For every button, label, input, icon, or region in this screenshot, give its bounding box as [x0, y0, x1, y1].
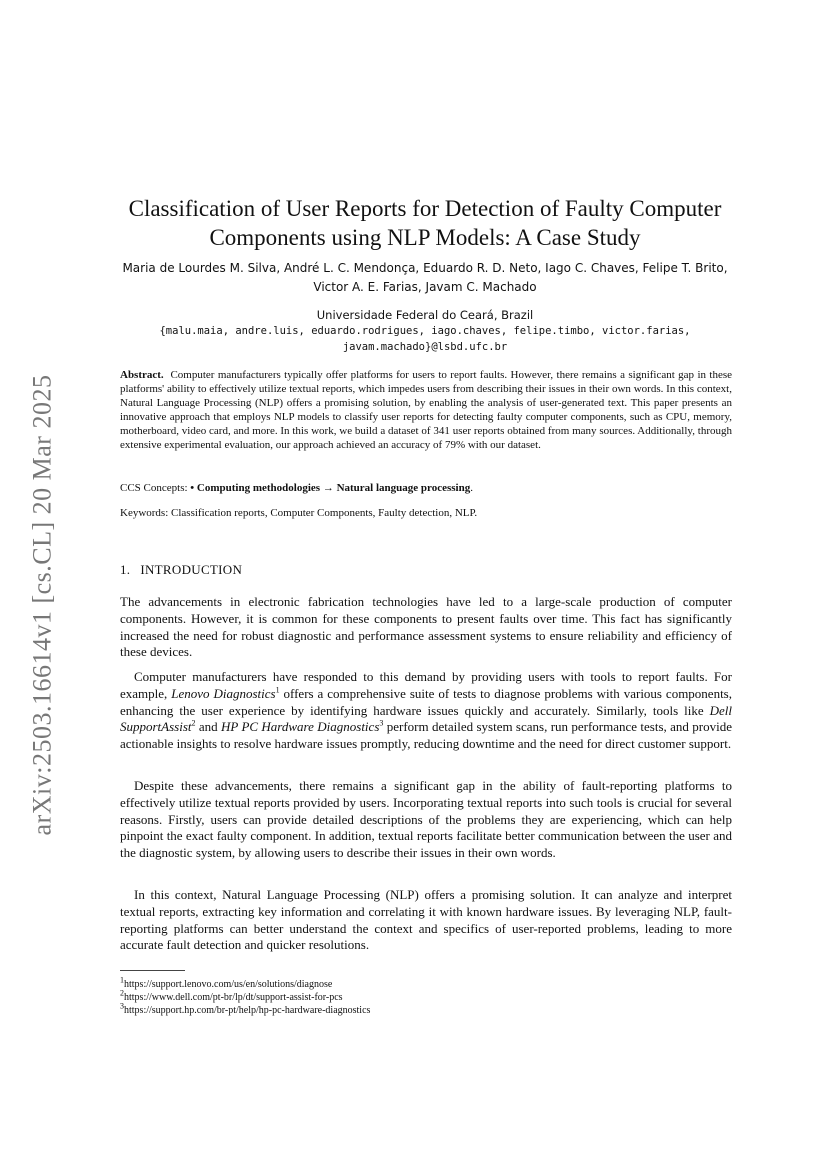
keywords-label: Keywords:	[120, 507, 169, 519]
ccs-concepts	[120, 481, 732, 495]
footnote-1[interactable]	[120, 975, 333, 991]
paper-title: Classification of User Reports for Detection of Faulty Computer Components using NLP Models: A Case Study	[128, 196, 722, 250]
ccs-subcategory: Natural language processing	[336, 482, 471, 494]
intro-paragraph-4: In this context, Natural Language Processing (NLP) offers a promising solution. It can analyze and interpret textual reports, extracting key information and correlating it with known hardware issues. By leveraging NLP, fault-reporting platforms can better understand the context and specifics of user-reported problems, leading to more accurate fault detection and quicker resolutions.	[120, 887, 732, 953]
footnote-3-mark: 3	[120, 1001, 124, 1011]
abstract	[120, 368, 732, 452]
keywords-text: Classification reports, Computer Components, Faulty detection, NLP.	[171, 507, 478, 519]
p2-text-b: offers a comprehensive suite of tests to diagnose problems with various components, enhancing the user experience by identifying hardware issues quickly and accurately. Similarly, tools like	[120, 685, 732, 718]
footnote-ref-2: 2	[191, 719, 196, 729]
lenovo-diagnostics-mention: Lenovo Diagnostics	[171, 685, 276, 701]
p2-text-d: perform detailed system scans, run performance tests, and provide actionable insights to resolve hardware issues promptly, reducing downtime and the need for direct customer support.	[120, 719, 732, 752]
hp-diagnostics-mention: HP PC Hardware Diagnostics	[221, 719, 380, 735]
footnote-ref-3: 3	[379, 719, 384, 729]
footnote-2-link[interactable]: https://www.dell.com/pt-br/lp/dt/support-assist-for-pcs	[124, 992, 343, 1003]
ccs-bullet: •	[190, 482, 195, 494]
footnote-1-mark: 1	[120, 975, 124, 985]
footnote-3[interactable]	[120, 1001, 371, 1017]
footnote-2-mark: 2	[120, 988, 124, 998]
affiliation-block	[130, 307, 720, 355]
p2-text-a: Computer manufacturers have responded to this demand by providing users with tools to report faults. For example,	[120, 669, 732, 701]
abstract-label: Abstract.	[120, 369, 164, 381]
keywords	[120, 506, 732, 520]
intro-paragraph-2	[120, 669, 732, 753]
footnote-ref-1: 1	[275, 685, 280, 695]
abstract-text: Computer manufacturers typically offer platforms for users to report faults. However, there remains a significant gap in these platforms' ability to effectively utilize textual reports, which impedes users from describing their issues in their own words. In this context, Natural Language Processing (NLP) offers a promising solution, by enabling the analysis of user-generated text. This paper presents an innovative approach that employs NLP models to classify user reports for detecting faulty computer components, such as CPU, memory, motherboard, video card, and more. In this work, we build a dataset of 341 user reports obtained from many sources. Additionally, through extensive experimental evaluation, our approach achieved an accuracy of 79% with our dataset.	[120, 369, 732, 451]
arxiv-identifier-text: arXiv:2503.16614v1 [cs.CL] 20 Mar 2025	[27, 374, 56, 836]
author-emails: {malu.maia, andre.luis, eduardo.rodrigues, iago.chaves, felipe.timbo, victor.farias, javam.machado}@lsbd.ufc.br	[159, 325, 691, 353]
section-title: INTRODUCTION	[140, 562, 243, 577]
footnote-2[interactable]	[120, 988, 343, 1004]
ccs-arrow: →	[322, 482, 334, 494]
footnote-divider	[120, 970, 185, 971]
arxiv-identifier-stamp	[14, 360, 70, 850]
ccs-category: Computing methodologies	[196, 482, 321, 494]
footnote-3-link[interactable]: https://support.hp.com/br-pt/help/hp-pc-hardware-diagnostics	[124, 1005, 371, 1016]
p2-text-c: and	[195, 719, 221, 735]
ccs-end: .	[470, 482, 473, 494]
section-heading	[120, 562, 242, 578]
affiliation-name: Universidade Federal do Ceará, Brazil	[316, 308, 534, 322]
dell-supportassist-mention: Dell SupportAssist	[120, 702, 732, 735]
ccs-label: CCS Concepts:	[120, 482, 188, 494]
author-list: Maria de Lourdes M. Silva, André L. C. Mendonça, Eduardo R. D. Neto, Iago C. Chaves, Felipe T. Brito, Victor A. E. Farias, Javam C. Machado	[122, 261, 728, 294]
intro-paragraph-3: Despite these advancements, there remains a significant gap in the ability of fault-reporting platforms to effectively utilize textual reports provided by users. Incorporating textual reports into such tools is crucial for several reasons. Firstly, users can provide detailed descriptions of the problems they are experiencing, which can help pinpoint the exact faulty component. In addition, textual reports facilitate better communication between the user and the diagnostic system, by allowing users to describe their issues in their own words.	[120, 778, 732, 861]
section-number: 1.	[120, 562, 131, 577]
intro-paragraph-1: The advancements in electronic fabrication technologies have led to a large-scale production of computer components. However, it is common for these components to present faults over time. This fact has significantly increased the need for robust diagnostic and performance assessment systems to ensure reliability and efficiency of these devices.	[120, 594, 732, 660]
footnote-1-link[interactable]: https://support.lenovo.com/us/en/solutions/diagnose	[124, 979, 333, 990]
